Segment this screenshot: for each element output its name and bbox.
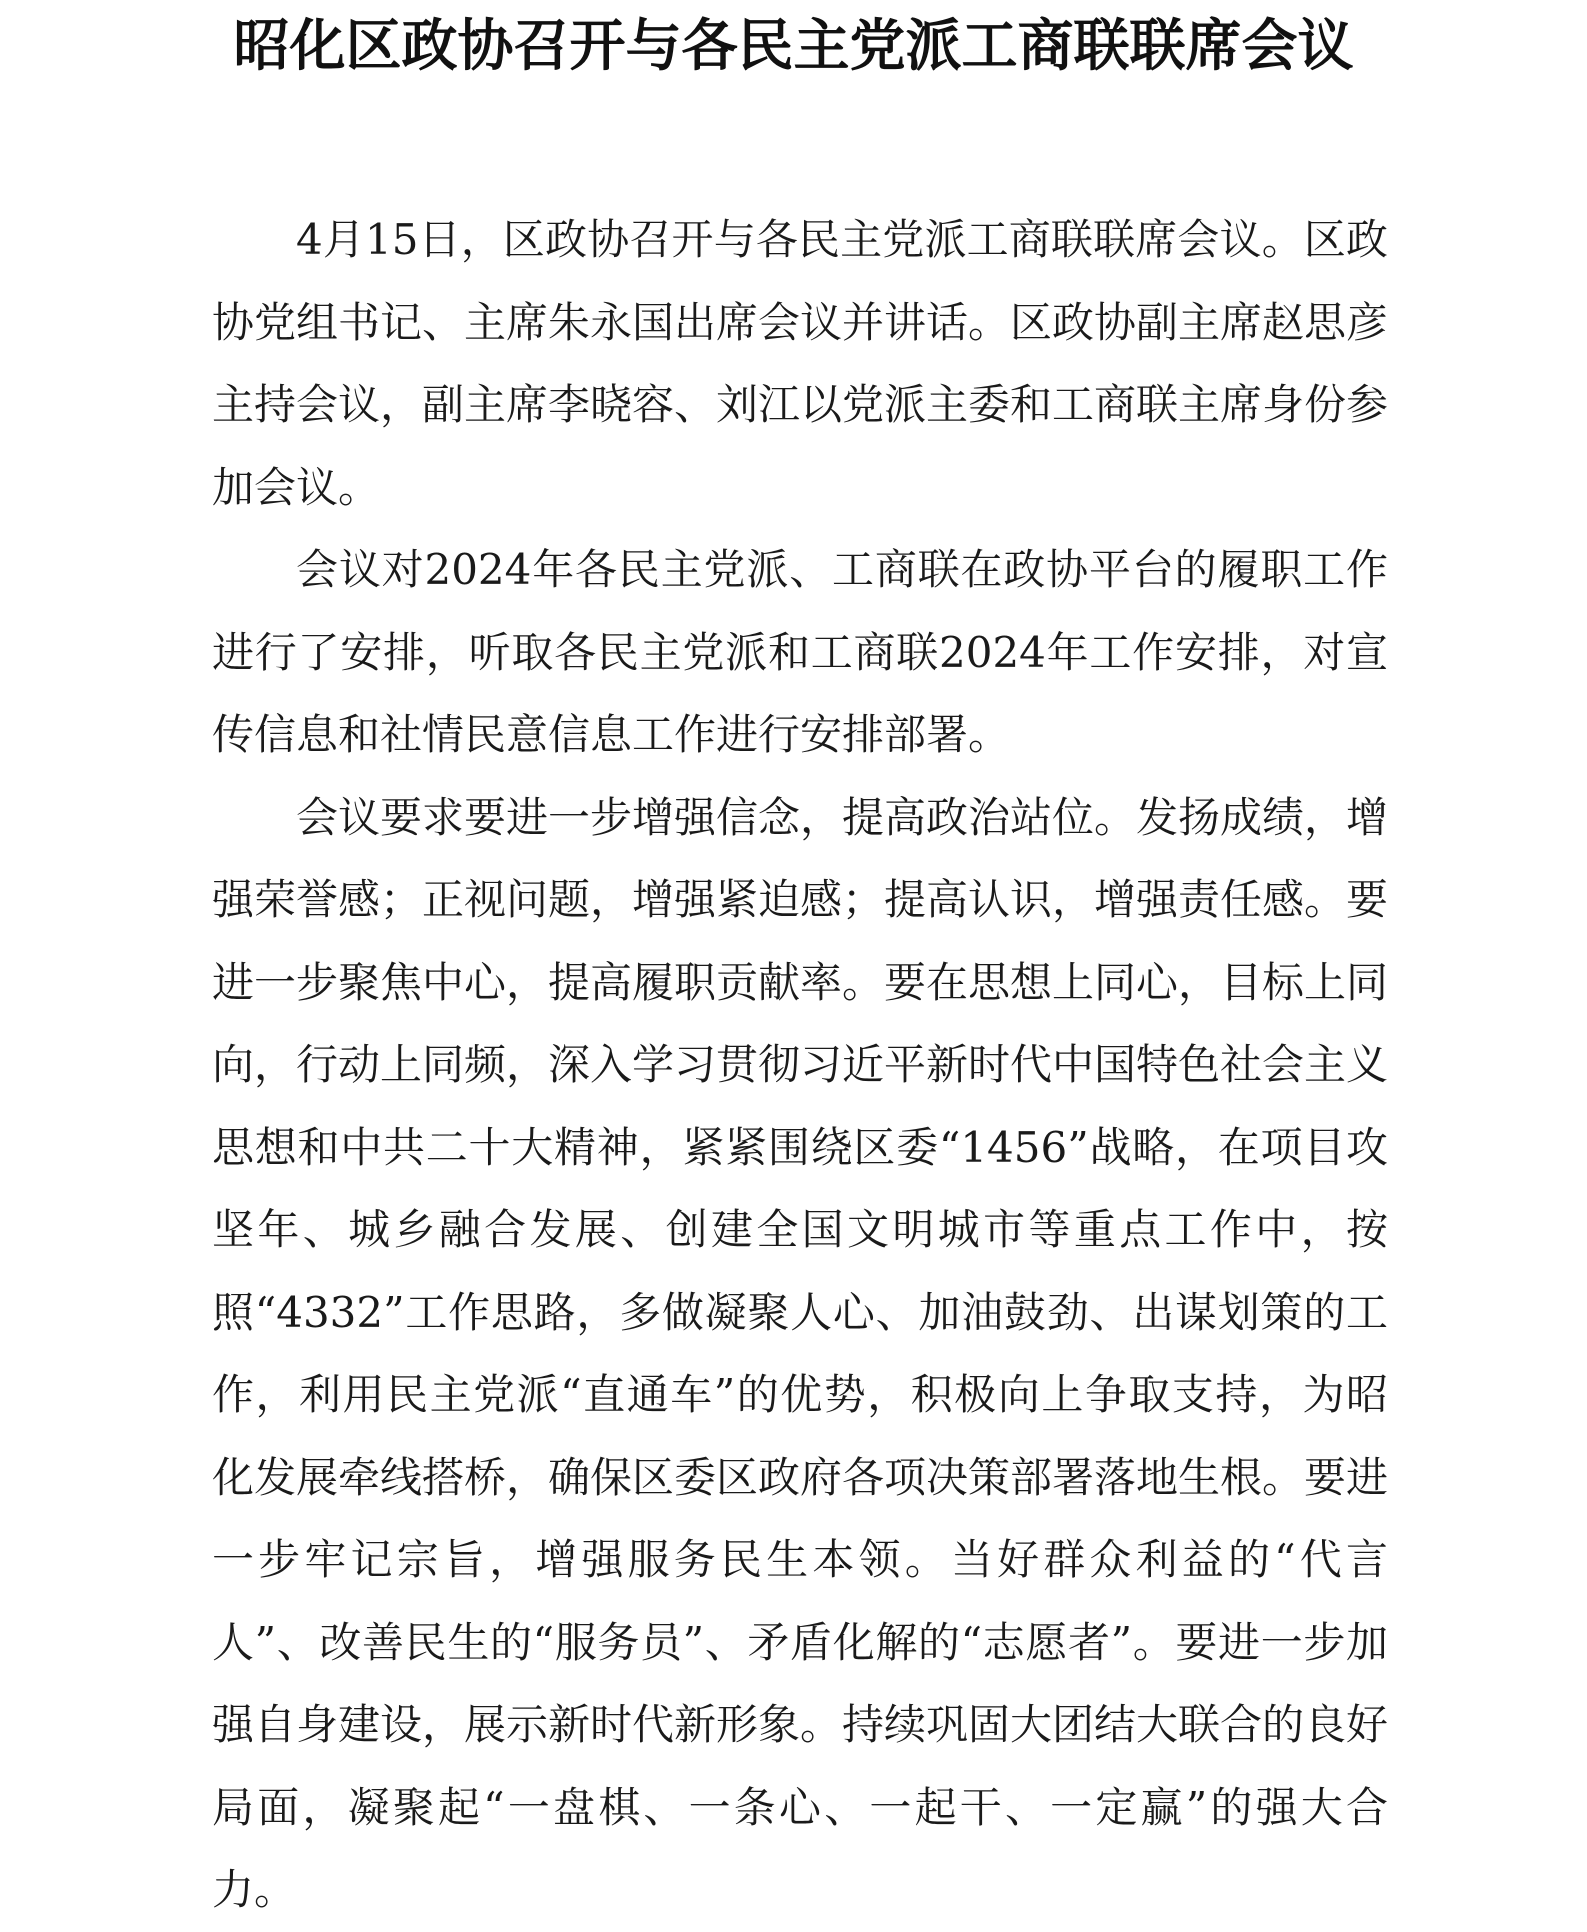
- document-body: [212, 199, 1388, 1932]
- paragraph-1: 4月15日，区政协召开与各民主党派工商联联席会议。区政协党组书记、主席朱永国出席会议并讲话。区政协副主席赵思彦主持会议，副主席李晓容、刘江以党派主委和工商联主席身份参加会议。: [212, 215, 1389, 512]
- paragraph-3: 会议要求要进一步增强信念，提高政治站位。发扬成绩，增强荣誉感；正视问题，增强紧迫感；提高认识，增强责任感。要进一步聚焦中心，提高履职贡献率。要在思想上同心，目标上同向，行动上同频，深入学习贯彻习近平新时代中国特色社会主义思想和中共二十大精神，紧紧围绕区委“1456”战略，在项目攻坚年、城乡融合发展、创建全国文明城市等重点工作中，按照“4332”工作思路，多做凝聚人心、加油鼓劲、出谋划策的工作，利用民主党派“直通车”的优势，积极向上争取支持，为昭化发展牵线搭桥，确保区委区政府各项决策部署落地生根。要进一步牢记宗旨，增强服务民生本领。当好群众利益的“代言人”、改善民生的“服务员”、矛盾化解的“志愿者”。要进一步加强自身建设，展示新时代新形象。持续巩固大团结大联合的良好局面，凝聚起“一盘棋、一条心、一起干、一定赢”的强大合力。: [212, 792, 1389, 1914]
- paragraph-2: 会议对2024年各民主党派、工商联在政协平台的履职工作进行了安排，听取各民主党派和工商联2024年工作安排，对宣传信息和社情民意信息工作进行安排部署。: [212, 545, 1388, 759]
- document-title: 昭化区政协召开与各民主党派工商联联席会议: [233, 13, 1354, 79]
